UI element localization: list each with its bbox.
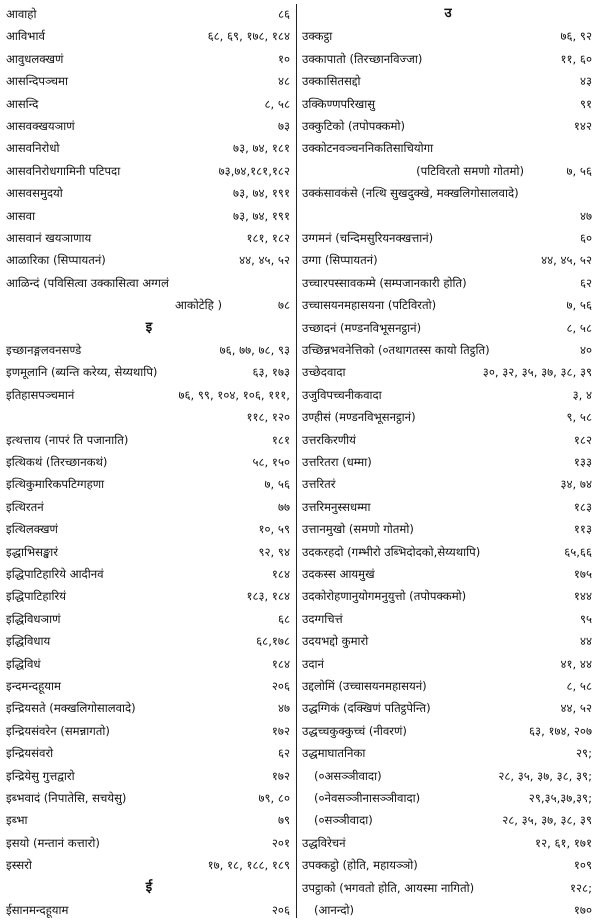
entry-page-numbers: १४२	[573, 119, 592, 133]
entry-term: उदग्गचित्तं	[302, 611, 343, 626]
index-entry	[302, 293, 594, 317]
entry-page-numbers: २९,३५,३७,३९;	[528, 791, 592, 805]
entry-page-numbers: ६३, १७३	[252, 365, 290, 380]
entry-page-numbers: ६५,६६	[564, 544, 592, 559]
entry-term: आकोटेहि )	[175, 298, 222, 313]
entry-page-numbers: ४४, ४५, ५२	[541, 253, 592, 268]
entry-term: उद्धविरेचनं	[302, 835, 346, 850]
entry-page-numbers: १३३	[573, 455, 592, 469]
entry-term: उक्कोटनवञ्चननिकतिसाचियोगा	[302, 141, 434, 156]
index-entry	[302, 786, 594, 810]
entry-term: उक्कासितसद्दो	[302, 74, 361, 89]
entry-page-numbers: ७३, ७४, १९१	[233, 186, 290, 201]
entry-term: (०नेवसञ्ञीनासञ्ञीवादा)	[314, 791, 421, 805]
entry-term: इत्थत्ताय (नापरं ति पजानाति)	[6, 432, 129, 447]
entry-page-numbers: १८४	[271, 656, 290, 671]
entry-page-numbers: ५८, १५०	[252, 455, 290, 469]
entry-term: (आनन्दो)	[314, 903, 355, 917]
left-column	[6, 0, 292, 923]
section-letter-heading	[6, 876, 292, 900]
index-entry	[302, 584, 594, 608]
entry-term: इच्छानङ्गलवनसण्डे	[6, 343, 82, 357]
entry-term: इद्धिविधं	[6, 656, 41, 671]
index-entry	[6, 383, 292, 407]
entry-page-numbers: ६८,१७८	[256, 634, 290, 649]
entry-page-numbers: १८४	[271, 567, 290, 581]
index-entry	[302, 562, 594, 586]
index-entry	[302, 517, 594, 541]
entry-page-numbers: १८३, १८४	[246, 589, 290, 604]
entry-page-numbers: ४४	[579, 634, 592, 649]
index-entry	[302, 898, 594, 922]
entry-page-numbers: ६०	[579, 231, 592, 245]
entry-term: इन्द्रियेसु गुत्तद्वारो	[6, 768, 75, 783]
entry-page-numbers: ४८	[277, 74, 290, 89]
entry-term: उग्गमनं (चन्दिमसुरियनक्खत्तानं)	[302, 231, 434, 245]
entry-term: आवुधलक्खणं	[6, 51, 64, 66]
entry-page-numbers: १०९	[573, 858, 592, 873]
index-entry	[6, 159, 292, 183]
entry-term: इसयो (मन्तानं कत्तारो)	[6, 835, 100, 850]
entry-page-numbers: ८, ५८	[264, 96, 290, 111]
heading-letter: ई	[145, 879, 153, 895]
entry-term: उदकस्स आयमुखं	[302, 567, 375, 581]
index-entry	[302, 607, 594, 631]
index-entry	[6, 898, 292, 922]
index-entry	[6, 181, 292, 205]
entry-term: उच्चारपस्सावकम्मे (सम्पजानकारी होति)	[302, 275, 467, 290]
index-entry	[6, 360, 292, 384]
entry-term: उद्धच्चकुक्कुच्चं (नीवरणं)	[302, 723, 407, 738]
index-entry	[6, 136, 292, 160]
entry-page-numbers: २०६	[271, 903, 290, 917]
index-entry	[6, 472, 292, 496]
heading-letter: उ	[444, 6, 452, 21]
entry-term: उग्गा (सिप्पायतनं)	[302, 253, 378, 268]
entry-page-numbers: १०, ५९	[258, 522, 290, 537]
entry-page-numbers: ६८	[277, 611, 290, 626]
index-entry	[302, 428, 594, 452]
index-entry	[302, 24, 594, 48]
index-entry	[302, 764, 594, 788]
entry-page-numbers: ७३	[277, 119, 290, 133]
entry-term: उक्कंसावकंसे (नत्थि सुखदुक्खे, मक्खलिगोसालवादे)	[302, 186, 519, 201]
index-entry	[302, 808, 594, 832]
entry-page-numbers: ६३, १७४, २०७	[529, 723, 592, 738]
entry-term: आसवक्खयञाणं	[6, 119, 75, 133]
index-entry	[6, 47, 292, 71]
entry-term: आसवसमुदयो	[6, 186, 63, 201]
entry-page-numbers: ११३	[573, 522, 592, 537]
index-entry	[302, 248, 594, 272]
entry-term: इद्धाभिसङ्खारं	[6, 544, 59, 559]
index-entry	[6, 450, 292, 474]
entry-term: आसन्दि	[6, 96, 39, 111]
index-entry	[302, 360, 594, 384]
index-entry	[6, 540, 292, 564]
entry-page-numbers: ८, ५८	[566, 320, 592, 335]
index-entry	[6, 562, 292, 586]
index-entry	[302, 271, 594, 295]
entry-term: उदकोरोहणानुयोगमनुयुत्तो (तपोपक्कमो)	[302, 589, 467, 604]
index-entry	[6, 652, 292, 676]
index-entry	[6, 338, 292, 362]
entry-term: इत्थिरतनं	[6, 499, 44, 514]
entry-page-numbers: १८१	[271, 432, 290, 447]
index-entry	[6, 719, 292, 743]
index-entry	[302, 92, 594, 116]
entry-page-numbers: २९;	[576, 746, 592, 761]
entry-term: इत्थिकुमारिकपटिग्गहणा	[6, 477, 105, 492]
index-entry	[6, 495, 292, 519]
entry-term: उजुविपच्चनीकवादा	[302, 387, 382, 402]
entry-page-numbers: २८, ३५, ३७, ३८, ३९	[502, 813, 592, 828]
entry-page-numbers: १४४	[573, 589, 592, 604]
index-entry	[6, 629, 292, 653]
entry-page-numbers: ४३	[579, 74, 592, 89]
entry-page-numbers: ७६, ९२	[560, 29, 592, 44]
entry-term: उक्कुटिको (तपोपक्कमो)	[302, 119, 406, 133]
entry-term: ईसानमन्दहूयाम	[6, 903, 69, 917]
index-entry	[6, 428, 292, 452]
index-entry	[6, 741, 292, 765]
entry-term: आविभार्व	[6, 29, 45, 44]
entry-term: उण्हीसं (मण्डनविभूसनट्ठानं)	[302, 410, 416, 425]
entry-term: (पटिविरतो समणो गोतमो)	[416, 163, 524, 178]
index-entry	[6, 204, 292, 228]
index-entry	[6, 248, 292, 272]
entry-page-numbers: २८, ३५, ३७, ३८, ३९;	[498, 768, 592, 783]
entry-page-numbers: २०६	[271, 679, 290, 693]
section-letter-heading	[6, 316, 292, 340]
entry-term: उच्चासयनमहासयना (पटिविरतो)	[302, 298, 437, 313]
index-entry	[302, 674, 594, 698]
entry-page-numbers: ७, ५६	[566, 163, 592, 178]
index-entry	[6, 2, 292, 26]
index-entry	[6, 92, 292, 116]
entry-term: इणमूलानि (ब्यन्ति करेय्य, सेय्यथापि)	[6, 365, 158, 380]
entry-page-numbers: ९१	[579, 96, 592, 111]
entry-term: इद्धिपाटिहारियं	[6, 589, 67, 604]
entry-page-numbers: १२, ६१, १७१	[535, 835, 592, 850]
entry-page-numbers: ११, ६०	[560, 51, 592, 66]
entry-page-numbers: ४७	[579, 208, 592, 223]
entry-page-numbers: ४४, ४५, ५२	[239, 253, 290, 268]
entry-page-numbers: ९५	[579, 611, 592, 626]
index-entry	[6, 696, 292, 720]
entry-term: आसवा	[6, 208, 36, 223]
index-entry	[302, 853, 594, 877]
index-entry	[6, 271, 292, 295]
index-entry	[302, 741, 594, 765]
entry-term: (०सञ्ञीवादा)	[314, 813, 373, 828]
entry-page-numbers: ४७	[277, 701, 290, 716]
index-entry	[302, 652, 594, 676]
entry-page-numbers: ४४, ५२	[560, 701, 592, 716]
entry-page-numbers: ७, ५६	[566, 298, 592, 313]
entry-term: आसवनिरोधो	[6, 141, 60, 156]
entry-term: इब्भा	[6, 813, 28, 828]
index-entry	[302, 629, 594, 653]
right-column	[302, 0, 594, 923]
entry-page-numbers: ७३, ७४, १८१	[233, 141, 290, 156]
entry-page-numbers: ४१, ४४	[560, 656, 592, 671]
entry-page-numbers: ६२	[579, 275, 592, 290]
index-entry	[302, 831, 594, 855]
entry-page-numbers: १०	[277, 51, 290, 66]
entry-page-numbers: १७५	[573, 567, 592, 581]
entry-term: आसन्दिपञ्चमा	[6, 74, 68, 89]
section-letter-heading	[302, 2, 594, 26]
entry-page-numbers: ९, ५८	[566, 410, 592, 425]
entry-term: इतिहासपञ्चमानं	[6, 387, 75, 402]
index-entry	[302, 405, 594, 429]
entry-page-numbers: ७६, ७७, ७८, ९३	[219, 343, 290, 357]
entry-term: इद्धिपाटिहारिये आदीनवं	[6, 567, 104, 581]
index-entry	[6, 831, 292, 855]
entry-term: उत्तरितरा (धम्मा)	[302, 455, 372, 469]
entry-term: उच्छादनं (मण्डनविभूसनट्ठानं)	[302, 320, 422, 335]
index-entry	[6, 405, 292, 429]
index-entry	[302, 719, 594, 743]
entry-page-numbers: ६२	[277, 746, 290, 761]
index-entry	[302, 204, 594, 228]
entry-term: इद्धिविधाय	[6, 634, 51, 649]
entry-term: उत्तरिमनुस्सधम्मा	[302, 499, 371, 514]
index-entry	[302, 47, 594, 71]
entry-term: उच्छेदवादा	[302, 365, 346, 380]
entry-page-numbers: ७७	[277, 499, 290, 514]
index-entry	[6, 853, 292, 877]
entry-term: इन्दमन्दहूयाम	[6, 679, 61, 693]
entry-page-numbers: ७३,७४,१८१,१८२	[218, 163, 290, 178]
entry-term: उदानं	[302, 656, 324, 671]
entry-term: इत्थिकथं (तिरच्छानकथं)	[6, 455, 108, 469]
entry-term: उत्तरितरं	[302, 477, 336, 492]
entry-term: उदयभद्दो कुमारो	[302, 634, 369, 649]
entry-page-numbers: ३०, ३२, ३५, ३७, ३८, ३९	[482, 365, 592, 380]
index-entry	[302, 472, 594, 496]
entry-page-numbers: ९२, ९४	[258, 544, 290, 559]
entry-term: उपक्कट्ठो (होति, महायञ्ञो)	[302, 858, 418, 873]
entry-page-numbers: ७, ५६	[264, 477, 290, 492]
index-entry	[302, 69, 594, 93]
index-entry	[6, 786, 292, 810]
entry-page-numbers: १८३	[573, 499, 592, 514]
entry-term: इन्द्रियसते (मक्खलिगोसालवादे)	[6, 701, 136, 716]
entry-page-numbers: ६८, ६९, १७८, १८४	[207, 29, 290, 44]
heading-letter: इ	[145, 319, 153, 335]
entry-term: आळिन्दं (पविसित्वा उक्कासित्वा अग्गलं	[6, 275, 169, 290]
entry-page-numbers: १७, १८, १८८, १८९	[207, 858, 290, 873]
entry-page-numbers: ३४, ७४	[560, 477, 592, 492]
entry-page-numbers: ७८	[277, 298, 290, 313]
entry-term: आवाहो	[6, 7, 37, 21]
entry-term: (०असञ्ञीवादा)	[314, 768, 382, 783]
entry-term: उद्दलोमिं (उच्चासयनमहासयनं)	[302, 679, 427, 693]
entry-page-numbers: १७२	[271, 723, 290, 738]
index-entry	[6, 24, 292, 48]
entry-term: उक्कापातो (तिरच्छानविज्जा)	[302, 51, 423, 66]
index-entry	[302, 114, 594, 138]
index-entry	[302, 450, 594, 474]
index-entry	[302, 383, 594, 407]
entry-term: उक्किण्णपरिखासु	[302, 96, 376, 111]
entry-term: उत्तानमुखो (समणो गोतमो)	[302, 522, 414, 537]
index-entry	[302, 540, 594, 564]
entry-page-numbers: ८, ५८	[566, 679, 592, 693]
entry-term: आसवानं खयञाणाय	[6, 231, 92, 245]
index-entry	[302, 136, 594, 160]
index-entry	[302, 495, 594, 519]
entry-page-numbers: १७२	[271, 768, 290, 783]
entry-term: आळारिका (सिप्पायतनं)	[6, 253, 106, 268]
entry-page-numbers: १२८;	[570, 880, 592, 895]
entry-term: इद्धिविधञाणं	[6, 611, 61, 626]
entry-term: आसवनिरोधगामिनी पटिपदा	[6, 163, 121, 178]
index-entry	[302, 338, 594, 362]
entry-page-numbers: २०१	[271, 835, 290, 850]
entry-page-numbers: ४०	[579, 343, 592, 357]
entry-term: उदकरहदो (गम्भीरो उब्भिदोदको,सेय्यथापि)	[302, 544, 481, 559]
index-entry	[6, 293, 292, 317]
entry-page-numbers: १८२	[573, 432, 592, 447]
index-entry	[6, 674, 292, 698]
entry-page-numbers: ३, ४	[572, 387, 592, 402]
entry-term: इन्द्रियसंवरेन (समन्नागतो)	[6, 723, 110, 738]
entry-page-numbers: ७६, ९९, १०४, १०६, १११,	[178, 387, 290, 402]
entry-page-numbers: १८१, १८२	[246, 231, 290, 245]
index-entry	[302, 181, 594, 205]
entry-term: उपट्ठाको (भगवतो होति, आयस्मा नागितो)	[302, 880, 475, 895]
entry-page-numbers: ११८, १२०	[246, 410, 290, 425]
index-entry	[302, 159, 594, 183]
index-entry	[302, 226, 594, 250]
entry-term: इत्थिलक्खणं	[6, 522, 58, 537]
index-entry	[6, 607, 292, 631]
entry-term: इस्सरो	[6, 858, 32, 873]
index-entry	[6, 517, 292, 541]
index-entry	[302, 316, 594, 340]
index-entry	[6, 808, 292, 832]
entry-page-numbers: ७३, ७४, १९१	[233, 208, 290, 223]
entry-term: उक्कट्ठा	[302, 29, 333, 44]
column-divider	[296, 4, 297, 918]
entry-term: उद्धग्गिकं (दक्खिणं पतिट्ठपेन्ति)	[302, 701, 431, 716]
entry-page-numbers: १७०	[573, 903, 592, 917]
entry-term: उत्तरकिरणीयं	[302, 432, 356, 447]
entry-term: उद्धमाघातनिका	[302, 746, 366, 761]
entry-term: उच्छिन्नभवनेत्तिको (०तथागतस्स कायो तिट्ठति)	[302, 343, 490, 357]
index-entry	[6, 584, 292, 608]
entry-page-numbers: ८६	[277, 7, 290, 21]
entry-page-numbers: ७९, ८०	[258, 791, 290, 805]
entry-page-numbers: ७९	[277, 813, 290, 828]
index-entry	[6, 69, 292, 93]
entry-term: इब्भवादं (निपातेसि, सचयेसु)	[6, 791, 127, 805]
index-entry	[6, 226, 292, 250]
index-entry	[302, 876, 594, 900]
index-entry	[302, 696, 594, 720]
index-entry	[6, 764, 292, 788]
entry-term: इन्द्रियसंवरो	[6, 746, 54, 761]
index-entry	[6, 114, 292, 138]
